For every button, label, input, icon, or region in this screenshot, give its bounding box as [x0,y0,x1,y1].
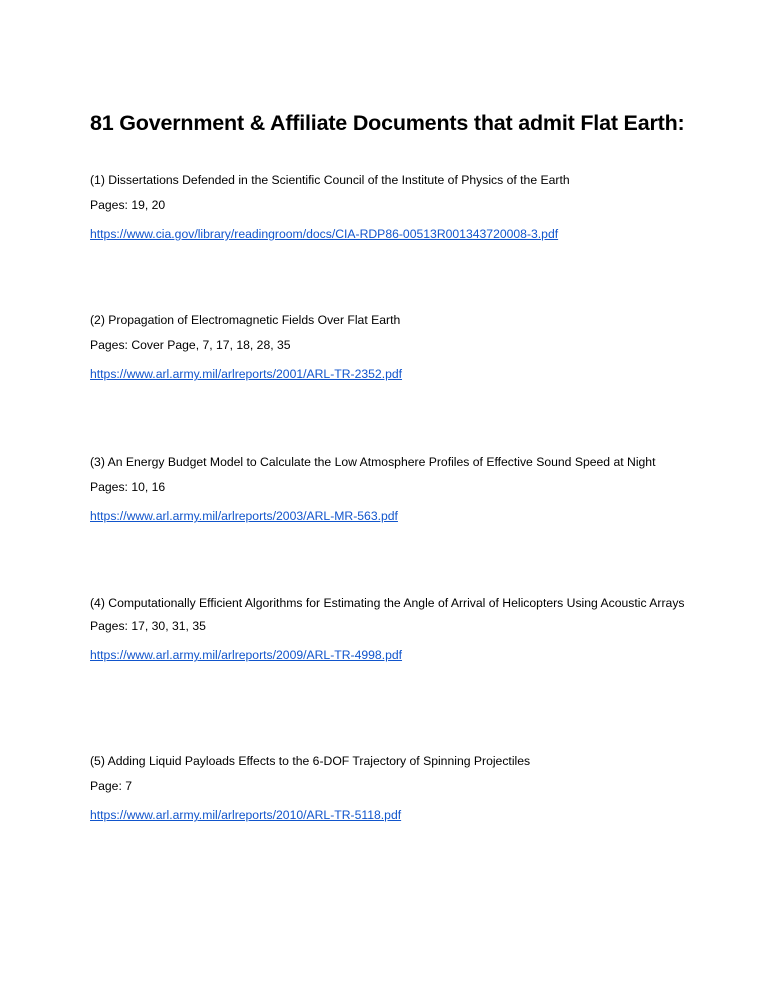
entry-pages: Pages: 19, 20 [90,198,166,212]
entry-pages: Pages: Cover Page, 7, 17, 18, 28, 35 [90,338,291,352]
entry-link[interactable]: https://www.arl.army.mil/arlreports/2010/ARL-TR-5118.pdf [90,808,402,822]
entry-pages: Page: 7 [90,779,133,793]
entry-title: (1) Dissertations Defended in the Scientific Council of the Institute of Physics of the Earth [90,173,570,187]
entry-pages: Pages: 17, 30, 31, 35 [90,619,206,633]
page-title: 81 Government & Affiliate Documents that admit Flat Earth: [90,111,685,136]
entry-title: (5) Adding Liquid Payloads Effects to the 6-DOF Trajectory of Spinning Projectiles [90,754,531,768]
document-entry [90,171,700,243]
entry-link[interactable]: https://www.arl.army.mil/arlreports/2003/ARL-MR-563.pdf [90,509,398,523]
document-entry [90,752,700,824]
document-entry [90,453,700,525]
entry-title: (2) Propagation of Electromagnetic Fields Over Flat Earth [90,313,401,327]
entry-link[interactable]: https://www.arl.army.mil/arlreports/2009/ARL-TR-4998.pdf [90,648,403,662]
entry-link[interactable]: https://www.cia.gov/library/readingroom/docs/CIA-RDP86-00513R001343720008-3.pdf [90,227,559,241]
entry-title: (4) Computationally Efficient Algorithms for Estimating the Angle of Arrival of Helicopters Using Acoustic Arrays [90,596,685,610]
document-entry [90,594,700,664]
entry-pages: Pages: 10, 16 [90,480,166,494]
entry-link[interactable]: https://www.arl.army.mil/arlreports/2001/ARL-TR-2352.pdf [90,367,403,381]
document-entry [90,311,700,383]
entry-title: (3) An Energy Budget Model to Calculate the Low Atmosphere Profiles of Effective Sound Speed at Night [90,455,656,469]
